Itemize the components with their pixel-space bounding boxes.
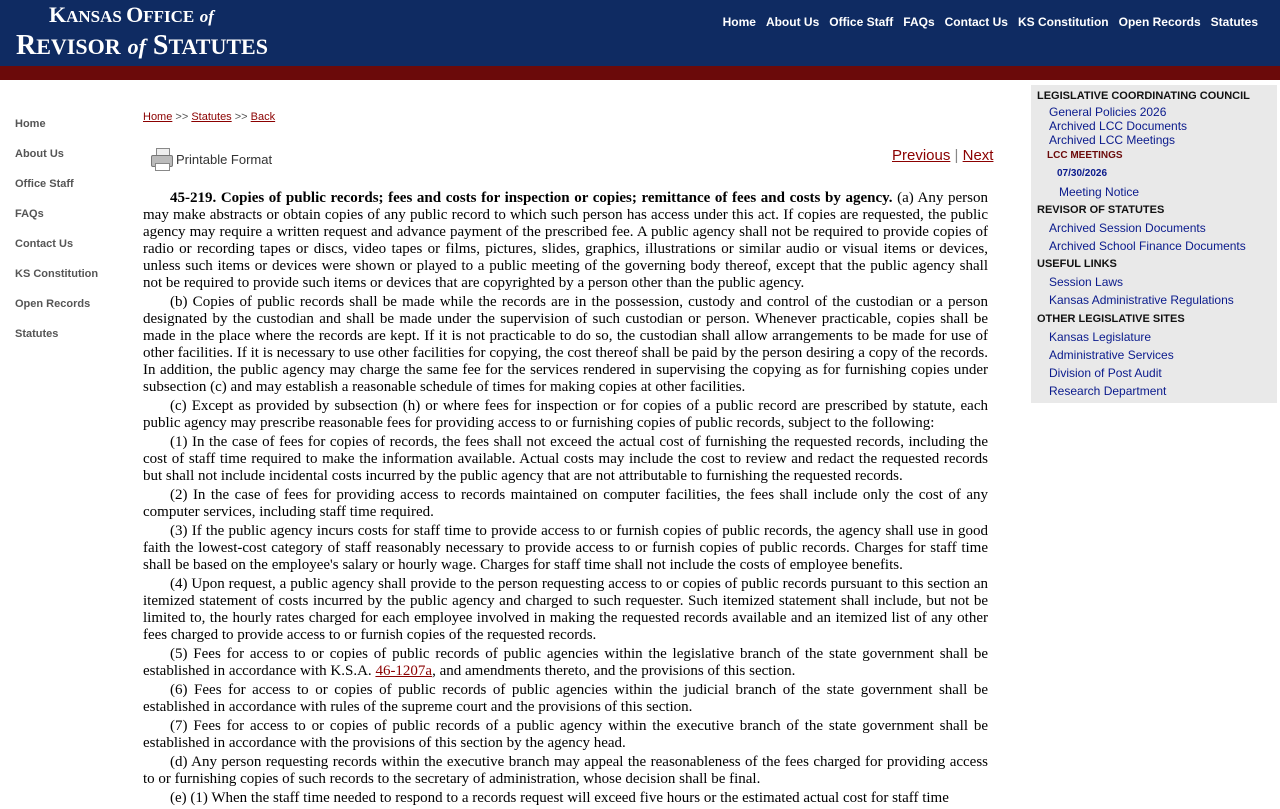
division-post-audit-link[interactable]: Division of Post Audit [1049,366,1162,380]
prev-next-nav [892,147,993,164]
breadcrumb-home-link[interactable]: Home [143,111,173,123]
statute-paragraph-e: (e) (1) When the staff time needed to respond to a records request will exceed five hours or the estimated actual cost for staff time [170,790,949,806]
topnav-open-records[interactable]: Open Records [1118,15,1201,29]
session-laws-link[interactable]: Session Laws [1049,275,1124,289]
breadcrumb-statutes-link[interactable]: Statutes [191,111,232,123]
leftnav-about-us[interactable]: About Us [15,148,64,160]
archived-lcc-meetings-link[interactable]: Archived LCC Meetings [1049,133,1176,147]
ksa-46-1207a-link[interactable]: 46-1207a [375,663,433,679]
right-sidebar [1031,85,1277,403]
archived-school-finance-link[interactable]: Archived School Finance Documents [1049,239,1246,253]
statute-paragraph-c3: (3) If the public agency incurs costs for staff time to provide access to or furnish copies of public records, the agency shall use in good faith the lowest-cost category of staff reasonably necessary to provide access to or furnish copies of public records. Charges for staff time shall be based on the employee's salary or hourly wage. Charges for staff time shall not include the costs of employee benefits. [143,523,988,573]
printable-format-label: Printable Format [176,151,273,167]
other-sites-title: OTHER LEGISLATIVE SITES [1037,313,1185,325]
kansas-legislature-link[interactable]: Kansas Legislature [1049,330,1152,344]
breadcrumb-separator: >> [234,111,248,123]
prev-next-separator: | [954,147,959,164]
top-navigation [723,15,1258,29]
topnav-faqs[interactable]: FAQs [903,15,935,29]
next-link[interactable]: Next [962,147,994,164]
leftnav-office-staff[interactable]: Office Staff [15,178,74,190]
leftnav-open-records[interactable]: Open Records [15,298,91,310]
archived-session-documents-link[interactable]: Archived Session Documents [1049,221,1206,235]
meeting-notice-link[interactable]: Meeting Notice [1059,185,1140,199]
printable-format-link[interactable] [151,148,272,170]
kansas-admin-regulations-link[interactable]: Kansas Administrative Regulations [1049,293,1234,307]
left-navigation [15,118,98,358]
leftnav-statutes[interactable]: Statutes [15,328,59,340]
topnav-statutes[interactable]: Statutes [1210,15,1258,29]
statute-paragraph-c5: (5) Fees for access to or copies of public records of public agencies within the legislative branch of the state government shall be established in accordance with K.S.A. 46-1207a, and amendments thereto, and the provisions of this section. [143,646,988,679]
breadcrumb [143,111,275,123]
statute-paragraph-c6: (6) Fees for access to or copies of public records of public agencies within the judicial branch of the state government shall be established in accordance with rules of the supreme court and the provisions of this section. [143,682,988,715]
topnav-contact-us[interactable]: Contact Us [944,15,1008,29]
previous-link[interactable]: Previous [892,147,951,164]
statute-paragraph-c7: (7) Fees for access to or copies of public records of a public agency within the executive branch of the state government shall be established in accordance with the provisions of this section by the agency head. [143,718,988,751]
topnav-ks-constitution[interactable]: KS Constitution [1017,15,1109,29]
leftnav-faqs[interactable]: FAQs [15,208,44,220]
general-policies-link[interactable]: General Policies 2026 [1049,105,1167,119]
statute-paragraph-c1: (1) In the case of fees for copies of records, the fees shall not exceed the actual cost of furnishing the requested records, including the cost of staff time required to make the information available. Actual costs may include the cost to review and redact the requested records but shall not include incidental costs incurred by the public agency that are not attributable to furnishing the requested records. [143,434,988,484]
statute-paragraph-c: (c) Except as provided by subsection (h) or where fees for inspection or for copies of a public record are prescribed by statute, each public agency may prescribe reasonable fees for providing access to or furnishing copies of public records, subject to the following: [143,398,988,431]
meeting-date: 07/30/2026 [1057,168,1108,179]
site-header [0,0,1280,66]
research-department-link[interactable]: Research Department [1049,384,1167,398]
lcc-section-title: LEGISLATIVE COORDINATING COUNCIL [1037,90,1250,102]
statute-heading: 45-219. Copies of public records; fees and costs for inspection or copies; remittance of fees and costs by agency. [170,190,893,206]
topnav-office-staff[interactable]: Office Staff [829,15,894,29]
revisor-section-title: REVISOR OF STATUTES [1037,204,1165,216]
administrative-services-link[interactable]: Administrative Services [1049,348,1174,362]
statute-paragraph-b: (b) Copies of public records shall be made while the records are in the possession, custody and control of the custodian or a person designated by the custodian and shall be made under the supervision of such custodian or person. Whenever practicable, copies shall be made in the place where the records are kept. If it is not practicable to do so, the custodian shall allow arrangements to be made for use of other facilities. If it is necessary to use other facilities for copying, the cost thereof shall be paid by the person desiring a copy of the records. In addition, the public agency may charge the same fee for the services rendered in supervising the copying as for furnishing copies under subsection (c) and may establish a reasonable schedule of times for making copies at other facilities. [143,294,988,395]
breadcrumb-separator: >> [175,111,189,123]
useful-links-title: USEFUL LINKS [1037,258,1117,270]
leftnav-ks-constitution[interactable]: KS Constitution [15,268,99,280]
leftnav-contact-us[interactable]: Contact Us [15,238,74,250]
printer-icon [151,148,173,170]
statute-content [143,190,988,809]
topnav-about-us[interactable]: About Us [765,15,820,29]
header-accent-bar [0,66,1280,80]
leftnav-home[interactable]: Home [15,118,46,130]
archived-lcc-documents-link[interactable]: Archived LCC Documents [1049,119,1188,133]
statute-paragraph-c4: (4) Upon request, a public agency shall provide to the person requesting access to or copies of public records pursuant to this section an itemized statement of costs incurred by the public agency and charged to such requester. Such itemized statement shall include, but not be limited to, the hourly rates charged for each employee involved in making the requested records available and an itemized list of any other fees charged to provide access to or furnish copies of the requested records. [143,576,988,643]
statute-paragraph-a: 45-219. Copies of public records; fees and costs for inspection or copies; remittance of fees and costs by agency. (a) Any person may make abstracts or obtain copies of any public record to which such person has access under this act. If copies are requested, the public agency may require a written request and advance payment of the prescribed fee. A public agency shall not be required to provide copies of radio or recording tapes or discs, video tapes or films, pictures, slides, graphics, illustrations or similar audio or visual items or devices, unless such items or devices were shown or played to a public meeting of the governing body thereof, except that the public agency shall not be required to provide such items or devices that are copyrighted by a person other than the public agency. [143,190,988,291]
logo-line-1: KANSAS OFFICE of [49,2,214,27]
statute-paragraph-d: (d) Any person requesting records within the executive branch may appeal the reasonableness of the fees charged for providing access to or furnishing copies of such records to the secretary of administration, whose decision shall be final. [143,754,988,787]
lcc-meetings-heading: LCC MEETINGS [1047,150,1123,161]
breadcrumb-back-link[interactable]: Back [250,111,276,123]
logo-line-2: REVISOR of STATUTES [16,30,268,61]
topnav-home[interactable]: Home [722,15,756,29]
statute-paragraph-c2: (2) In the case of fees for providing access to records maintained on computer facilities, the fees shall include only the cost of any computer services, including staff time required. [143,487,988,520]
